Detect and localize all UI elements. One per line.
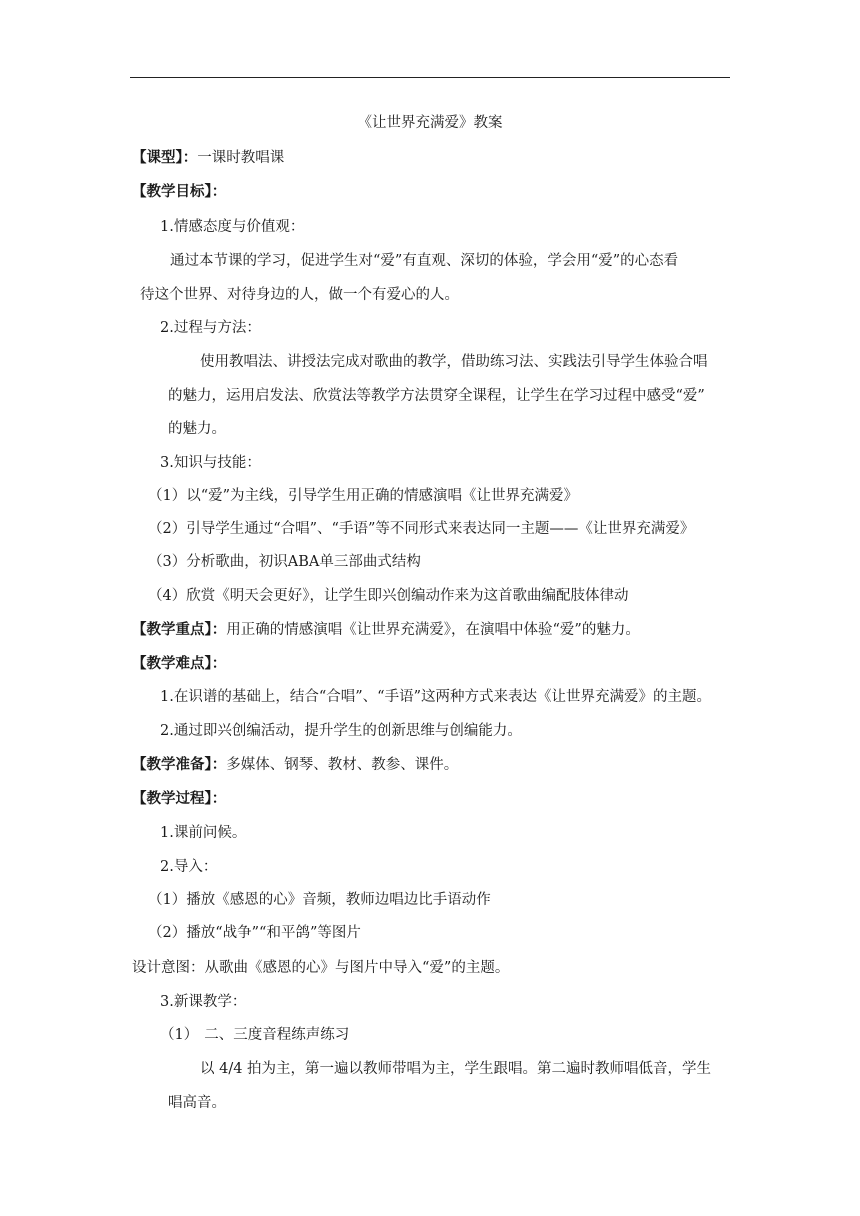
difficulties-label: 【教学难点】： [132,655,227,672]
exercise-paragraph-line: 唱高音。 [168,1095,226,1111]
key-points-label: 【教学重点】： [132,621,227,638]
goals-label: 【教学目标】： [132,183,227,200]
preparation-label: 【教学准备】： [132,756,227,773]
goal-2-paragraph-line: 使用教唱法、讲授法完成对歌曲的教学，借助练习法、实践法引导学生体验合唱 [200,354,708,370]
process-step: 1.课前问候。 [160,825,247,841]
goal-3-item: （1）以“爱”为主线，引导学生用正确的情感演唱《让世界充满爱》 [148,488,579,504]
goal-1-heading: 1.情感态度与价值观： [160,219,305,235]
page-title: 《让世界充满爱》教案 [357,115,503,131]
process-step: 2.导入： [160,859,218,875]
lesson-type-label: 【课型】： [132,149,198,166]
exercise-paragraph-line: 以 4/4 拍为主，第一遍以教师带唱为主，学生跟唱。第二遍时教师唱低音，学生 [200,1061,712,1077]
header-rule [130,77,730,78]
key-points-line [132,620,640,640]
lesson-type-value: 一课时教唱课 [197,150,285,166]
goal-3-item: （3）分析歌曲，初识ABA单三部曲式结构 [148,554,421,570]
goal-2-paragraph-line: 的魅力。 [168,421,226,437]
difficulty-item: 2.通过即兴创编活动，提升学生的创新思维与创编能力。 [160,723,522,739]
key-points-value: 用正确的情感演唱《让世界充满爱》，在演唱中体验“爱”的魅力。 [226,622,640,638]
goal-3-item: （4）欣赏《明天会更好》，让学生即兴创编动作来为这首歌曲编配肢体律动 [148,588,629,604]
sub-item-number: （1） [160,1027,199,1043]
goal-1-paragraph-line: 待这个世界、对待身边的人，做一个有爱心的人。 [140,287,459,303]
preparation-line [132,755,458,775]
difficulty-item: 1.在识谱的基础上，结合“合唱”、“手语”这两种方式来表达《让世界充满爱》的主题。 [160,689,711,705]
goal-2-paragraph-line: 的魅力，运用启发法、欣赏法等教学方法贯穿全课程，让学生在学习过程中感受“爱” [168,388,705,404]
process-step: 3.新课教学： [160,994,247,1010]
sub-item-text: 二、三度音程练声练习 [204,1027,350,1043]
process-label: 【教学过程】： [132,790,227,807]
goal-3-heading: 3.知识与技能： [160,455,261,471]
preparation-value: 多媒体、钢琴、教材、教参、课件。 [226,757,459,773]
process-sub-item: （1）播放《感恩的心》音频，教师边唱边比手语动作 [148,892,491,908]
goal-1-paragraph-line: 通过本节课的学习，促进学生对“爱”有直观、深切的体验，学会用“爱”的心态看 [170,253,679,269]
goal-2-heading: 2.过程与方法： [160,320,261,336]
process-sub-item: （2）播放“战争”“和平鸽”等图片 [148,925,361,941]
goal-3-item: （2）引导学生通过“合唱”、“手语”等不同形式来表达同一主题——《让世界充满爱》 [148,521,695,537]
lesson-type-line [132,148,284,168]
process-sub-item [160,1025,349,1045]
design-intent: 设计意图：从歌曲《感恩的心》与图片中导入“爱”的主题。 [132,960,510,976]
